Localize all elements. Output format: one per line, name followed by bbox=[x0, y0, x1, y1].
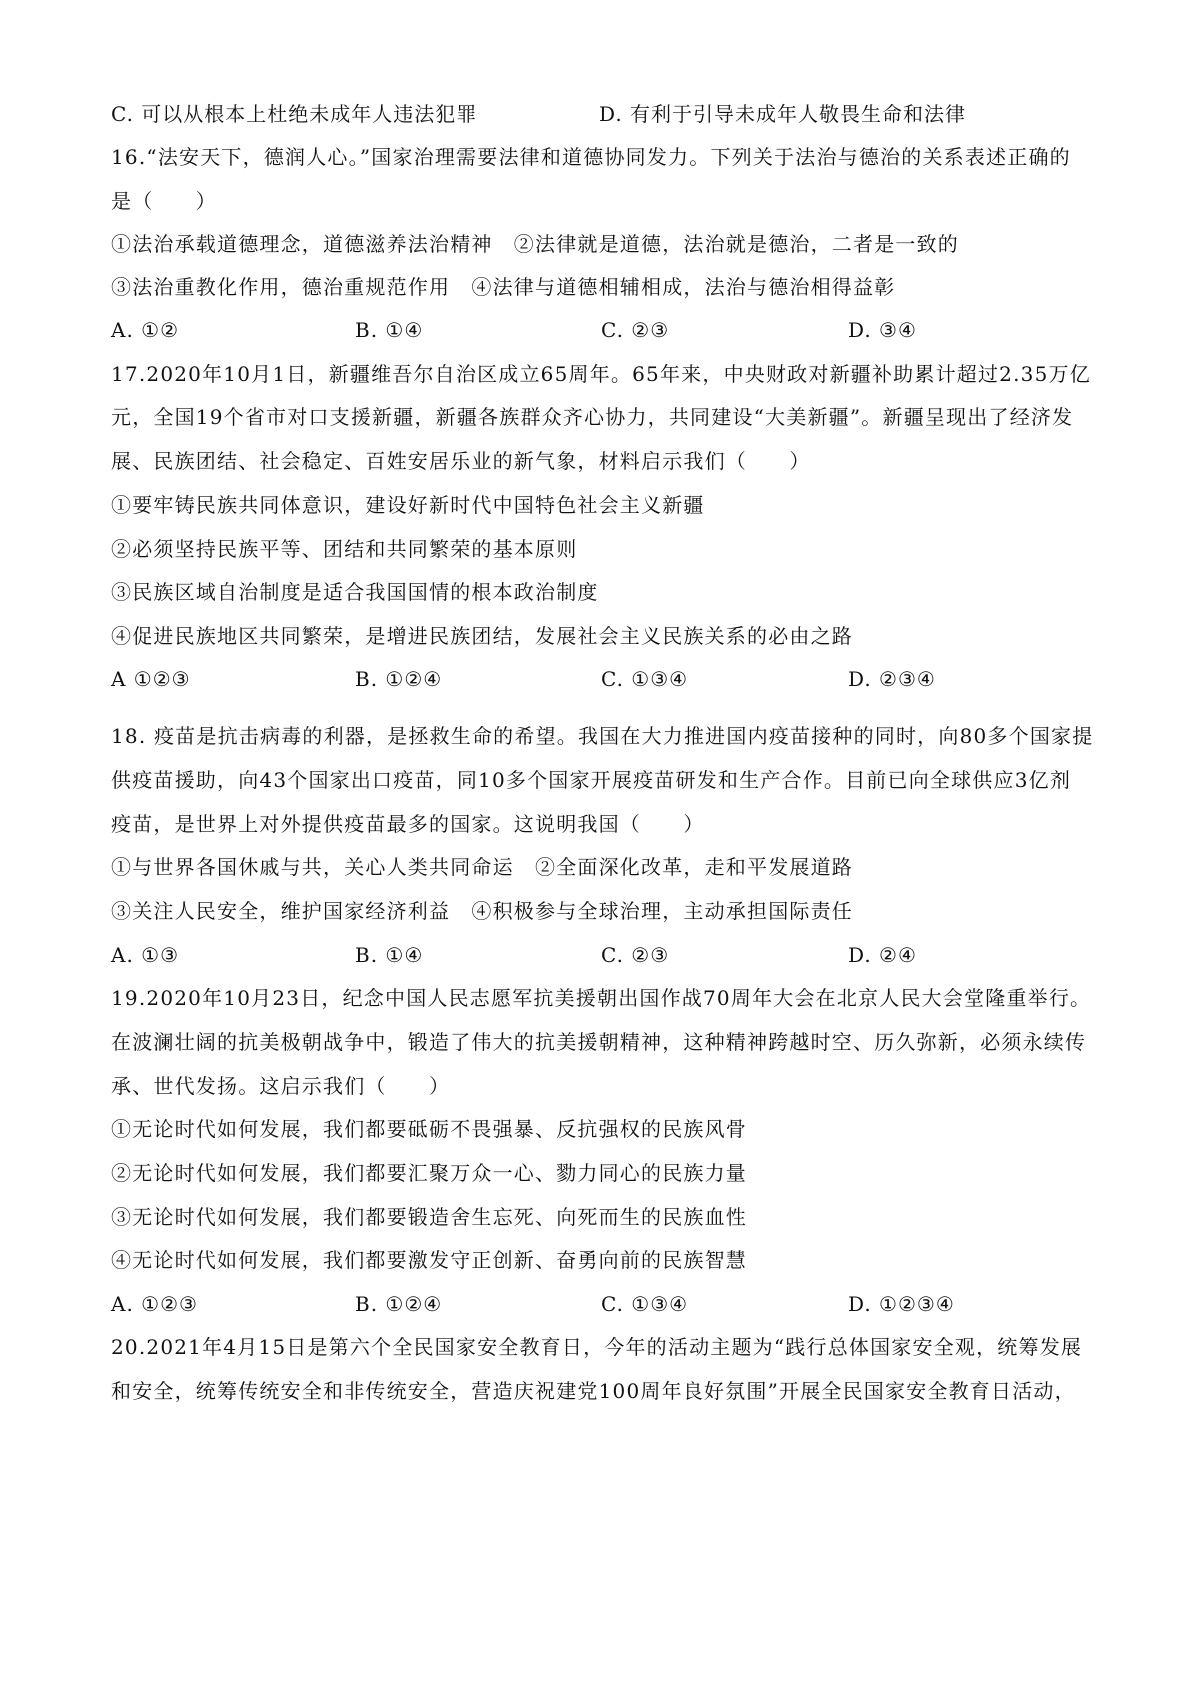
q17-option-a: A ①②③ bbox=[111, 667, 191, 691]
q18-option-b: B. ①④ bbox=[355, 943, 424, 967]
q19-stem-line-3: 承、世代发扬。这启示我们（ ） bbox=[111, 1074, 451, 1098]
q16-option-a: A. ①② bbox=[111, 318, 180, 342]
q15-option-c: C. 可以从根本上杜绝未成年人违法犯罪 bbox=[111, 102, 478, 126]
q19-statement-2: ②无论时代如何发展，我们都要汇聚万众一心、勠力同心的民族力量 bbox=[111, 1161, 747, 1185]
q19-stem-line-2: 在波澜壮阔的抗美极朝战争中，锻造了伟大的抗美援朝精神，这种精神跨越时空、历久弥新，必须永续传 bbox=[111, 1030, 1087, 1054]
q19-option-d: D. ①②③④ bbox=[848, 1292, 955, 1316]
q20-stem-line-2: 和安全，统筹传统安全和非传统安全，营造庆祝建党100周年良好氛围”开展全民国家安全教育日活动， bbox=[111, 1379, 1076, 1403]
q16-statements-1: ①法治承载道德理念，道德滋养法治精神 ②法律就是道德，法治就是德治，二者是一致的 bbox=[111, 232, 959, 256]
q19-stem-line-1: 19.2020年10月23日，纪念中国人民志愿军抗美援朝出国作战70周年大会在北京人民大会堂隆重举行。 bbox=[111, 986, 1092, 1010]
q15-option-d: D. 有利于引导未成年人敬畏生命和法律 bbox=[599, 102, 967, 126]
q18-statements-2: ③关注人民安全，维护国家经济利益 ④积极参与全球治理，主动承担国际责任 bbox=[111, 899, 853, 923]
q19-statement-3: ③无论时代如何发展，我们都要锻造舍生忘死、向死而生的民族血性 bbox=[111, 1205, 747, 1229]
q19-option-a: A. ①②③ bbox=[111, 1292, 198, 1316]
q17-statement-3: ③民族区域自治制度是适合我国国情的根本政治制度 bbox=[111, 580, 599, 604]
q17-stem-line-1: 17.2020年10月1日，新疆维吾尔自治区成立65周年。65年来，中央财政对新疆补助累计超过2.35万亿 bbox=[111, 362, 1091, 386]
q18-statements-1: ①与世界各国休戚与共，关心人类共同命运 ②全面深化改革，走和平发展道路 bbox=[111, 855, 853, 879]
q19-option-b: B. ①②④ bbox=[355, 1292, 443, 1316]
q16-option-d: D. ③④ bbox=[848, 318, 917, 342]
q16-statements-2: ③法治重教化作用，德治重规范作用 ④法律与道德相辅相成，法治与德治相得益彰 bbox=[111, 275, 896, 299]
q17-statement-4: ④促进民族地区共同繁荣，是增进民族团结，发展社会主义民族关系的必由之路 bbox=[111, 624, 853, 648]
q17-option-b: B. ①②④ bbox=[355, 667, 443, 691]
q19-option-c: C. ①③④ bbox=[601, 1292, 689, 1316]
q16-stem-line-1: 16.“法安天下，德润人心。”国家治理需要法律和道德协同发力。下列关于法治与德治的关系表述正确的 bbox=[111, 145, 1071, 169]
q17-stem-line-3: 展、民族团结、社会稳定、百姓安居乐业的新气象，材料启示我们（ ） bbox=[111, 449, 811, 473]
q16-option-c: C. ②③ bbox=[601, 318, 670, 342]
q18-stem-line-3: 疫苗，是世界上对外提供疫苗最多的国家。这说明我国（ ） bbox=[111, 812, 705, 836]
q20-stem-line-1: 20.2021年4月15日是第六个全民国家安全教育日，今年的活动主题为“践行总体国家安全观，统筹发展 bbox=[111, 1335, 1083, 1359]
q18-option-c: C. ②③ bbox=[601, 943, 670, 967]
q18-stem-line-2: 供疫苗援助，向43个国家出口疫苗，同10多个国家开展疫苗研发和生产合作。目前已向全球供应3亿剂 bbox=[111, 768, 1072, 792]
q19-statement-1: ①无论时代如何发展，我们都要砥砺不畏强暴、反抗强权的民族风骨 bbox=[111, 1117, 747, 1141]
q18-stem-line-1: 18. 疫苗是抗击病毒的利器，是拯救生命的希望。我国在大力推进国内疫苗接种的同时，向80多个国家提 bbox=[111, 724, 1094, 748]
q17-option-d: D. ②③④ bbox=[848, 667, 936, 691]
q18-option-d: D. ②④ bbox=[848, 943, 917, 967]
q16-option-b: B. ①④ bbox=[355, 318, 424, 342]
q18-option-a: A. ①③ bbox=[111, 943, 180, 967]
q17-statement-2: ②必须坚持民族平等、团结和共同繁荣的基本原则 bbox=[111, 537, 578, 561]
q19-statement-4: ④无论时代如何发展，我们都要激发守正创新、奋勇向前的民族智慧 bbox=[111, 1248, 747, 1272]
q17-statement-1: ①要牢铸民族共同体意识，建设好新时代中国特色社会主义新疆 bbox=[111, 493, 705, 517]
q17-option-c: C. ①③④ bbox=[601, 667, 689, 691]
q17-stem-line-2: 元，全国19个省市对口支援新疆，新疆各族群众齐心协力，共同建设“大美新疆”。新疆呈现出了经济发 bbox=[111, 405, 1074, 429]
q16-stem-line-2: 是（ ） bbox=[111, 189, 217, 213]
